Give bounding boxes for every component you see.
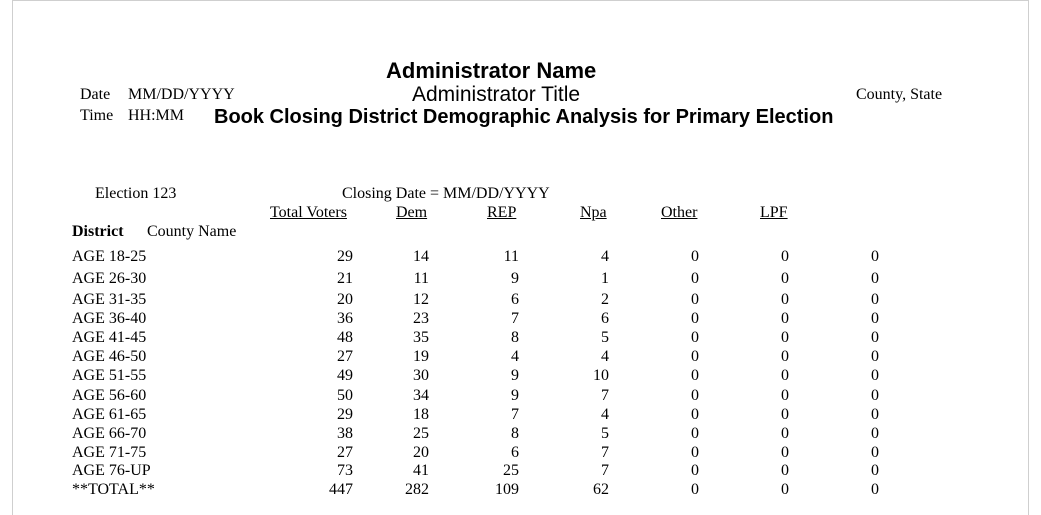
table-cell: 0 bbox=[871, 270, 879, 287]
table-cell: 0 bbox=[781, 310, 789, 327]
col-header-total-voters: Total Voters bbox=[270, 204, 347, 221]
table-cell: 0 bbox=[781, 425, 789, 442]
report-title: Book Closing District Demographic Analysis for Primary Election bbox=[214, 106, 834, 128]
col-header-rep: REP bbox=[487, 204, 517, 221]
table-cell: 25 bbox=[503, 462, 519, 479]
table-cell: 0 bbox=[691, 462, 699, 479]
table-cell: 0 bbox=[691, 367, 699, 384]
table-cell: 35 bbox=[413, 329, 429, 346]
row-label: AGE 41-45 bbox=[72, 329, 147, 346]
table-cell: 62 bbox=[593, 481, 609, 498]
table-cell: 12 bbox=[413, 291, 429, 308]
county-state: County, State bbox=[856, 86, 943, 103]
row-label: AGE 71-75 bbox=[72, 444, 147, 461]
table-cell: 0 bbox=[871, 481, 879, 498]
table-cell: 0 bbox=[781, 367, 789, 384]
table-cell: 20 bbox=[337, 291, 353, 308]
table-cell: 0 bbox=[781, 348, 789, 365]
table-cell: 48 bbox=[337, 329, 353, 346]
table-cell: 0 bbox=[691, 406, 699, 423]
table-cell: 0 bbox=[781, 270, 789, 287]
col-header-other: Other bbox=[661, 204, 698, 221]
table-cell: 0 bbox=[871, 387, 879, 404]
table-cell: 29 bbox=[337, 248, 353, 265]
row-label: AGE 46-50 bbox=[72, 348, 147, 365]
table-cell: 5 bbox=[601, 329, 609, 346]
table-cell: 2 bbox=[601, 291, 609, 308]
col-header-dem: Dem bbox=[396, 204, 428, 221]
table-cell: 0 bbox=[691, 270, 699, 287]
table-cell: 0 bbox=[781, 462, 789, 479]
table-cell: 0 bbox=[781, 481, 789, 498]
table-cell: 49 bbox=[337, 367, 353, 384]
table-cell: 30 bbox=[413, 367, 429, 384]
table-cell: 0 bbox=[871, 348, 879, 365]
table-cell: 25 bbox=[413, 425, 429, 442]
table-cell: 5 bbox=[601, 425, 609, 442]
table-cell: 4 bbox=[601, 248, 609, 265]
table-cell: 7 bbox=[601, 462, 609, 479]
row-label: AGE 61-65 bbox=[72, 406, 147, 423]
table-cell: 0 bbox=[871, 444, 879, 461]
table-cell: 29 bbox=[337, 406, 353, 423]
election-label: Election 123 bbox=[95, 185, 177, 202]
table-cell: 19 bbox=[413, 348, 429, 365]
table-cell: 50 bbox=[337, 387, 353, 404]
col-header-lpf: LPF bbox=[760, 204, 788, 221]
table-cell: 0 bbox=[691, 310, 699, 327]
table-cell: 6 bbox=[601, 310, 609, 327]
table-cell: 0 bbox=[781, 291, 789, 308]
table-cell: 0 bbox=[871, 406, 879, 423]
table-cell: 0 bbox=[871, 329, 879, 346]
table-cell: 18 bbox=[413, 406, 429, 423]
district-label: District bbox=[72, 223, 124, 240]
row-label: AGE 31-35 bbox=[72, 291, 147, 308]
row-label: AGE 36-40 bbox=[72, 310, 147, 327]
table-cell: 0 bbox=[691, 425, 699, 442]
table-cell: 0 bbox=[871, 425, 879, 442]
table-cell: 0 bbox=[691, 329, 699, 346]
row-label: AGE 56-60 bbox=[72, 387, 147, 404]
table-cell: 0 bbox=[781, 329, 789, 346]
table-cell: 7 bbox=[511, 406, 519, 423]
county-name-label: County Name bbox=[147, 223, 237, 240]
table-cell: 4 bbox=[601, 406, 609, 423]
table-cell: 0 bbox=[691, 291, 699, 308]
table-cell: 7 bbox=[601, 387, 609, 404]
table-cell: 0 bbox=[781, 387, 789, 404]
row-label: AGE 76-UP bbox=[72, 462, 151, 479]
row-label: AGE 51-55 bbox=[72, 367, 147, 384]
table-cell: 73 bbox=[337, 462, 353, 479]
table-cell: 1 bbox=[601, 270, 609, 287]
table-cell: 21 bbox=[337, 270, 353, 287]
table-cell: 0 bbox=[691, 348, 699, 365]
table-cell: 34 bbox=[413, 387, 429, 404]
table-cell: 36 bbox=[337, 310, 353, 327]
table-cell: 0 bbox=[691, 481, 699, 498]
table-cell: 282 bbox=[405, 481, 429, 498]
table-cell: 23 bbox=[413, 310, 429, 327]
table-cell: 0 bbox=[871, 310, 879, 327]
row-label: **TOTAL** bbox=[72, 481, 155, 498]
date-label: Date bbox=[80, 86, 111, 103]
table-cell: 38 bbox=[337, 425, 353, 442]
row-label: AGE 26-30 bbox=[72, 270, 147, 287]
administrator-name: Administrator Name bbox=[386, 58, 597, 83]
table-cell: 8 bbox=[511, 425, 519, 442]
table-cell: 27 bbox=[337, 444, 353, 461]
table-cell: 11 bbox=[503, 248, 519, 265]
table-cell: 4 bbox=[601, 348, 609, 365]
table-cell: 447 bbox=[329, 481, 353, 498]
table-cell: 8 bbox=[511, 329, 519, 346]
table-cell: 0 bbox=[871, 248, 879, 265]
table-cell: 109 bbox=[495, 481, 519, 498]
table-cell: 0 bbox=[691, 248, 699, 265]
col-header-npa: Npa bbox=[580, 204, 607, 221]
table-cell: 0 bbox=[691, 387, 699, 404]
table-cell: 6 bbox=[511, 291, 519, 308]
date-value: MM/DD/YYYY bbox=[128, 86, 235, 103]
closing-date: Closing Date = MM/DD/YYYY bbox=[342, 185, 550, 202]
table-cell: 9 bbox=[511, 270, 519, 287]
table-cell: 0 bbox=[781, 406, 789, 423]
table-cell: 6 bbox=[511, 444, 519, 461]
time-value: HH:MM bbox=[128, 107, 185, 124]
table-cell: 9 bbox=[511, 387, 519, 404]
table-cell: 20 bbox=[413, 444, 429, 461]
table-cell: 0 bbox=[871, 462, 879, 479]
administrator-title: Administrator Title bbox=[412, 83, 581, 106]
row-label: AGE 66-70 bbox=[72, 425, 147, 442]
table-cell: 11 bbox=[413, 270, 429, 287]
table-cell: 0 bbox=[871, 291, 879, 308]
table-cell: 0 bbox=[781, 444, 789, 461]
table-cell: 0 bbox=[781, 248, 789, 265]
table-cell: 7 bbox=[511, 310, 519, 327]
table-cell: 27 bbox=[337, 348, 353, 365]
row-label: AGE 18-25 bbox=[72, 248, 147, 265]
table-cell: 4 bbox=[511, 348, 519, 365]
table-cell: 10 bbox=[593, 367, 609, 384]
table-cell: 0 bbox=[871, 367, 879, 384]
time-label: Time bbox=[80, 107, 114, 124]
table-cell: 9 bbox=[511, 367, 519, 384]
table-cell: 7 bbox=[601, 444, 609, 461]
table-cell: 0 bbox=[691, 444, 699, 461]
table-cell: 41 bbox=[413, 462, 429, 479]
table-cell: 14 bbox=[413, 248, 429, 265]
